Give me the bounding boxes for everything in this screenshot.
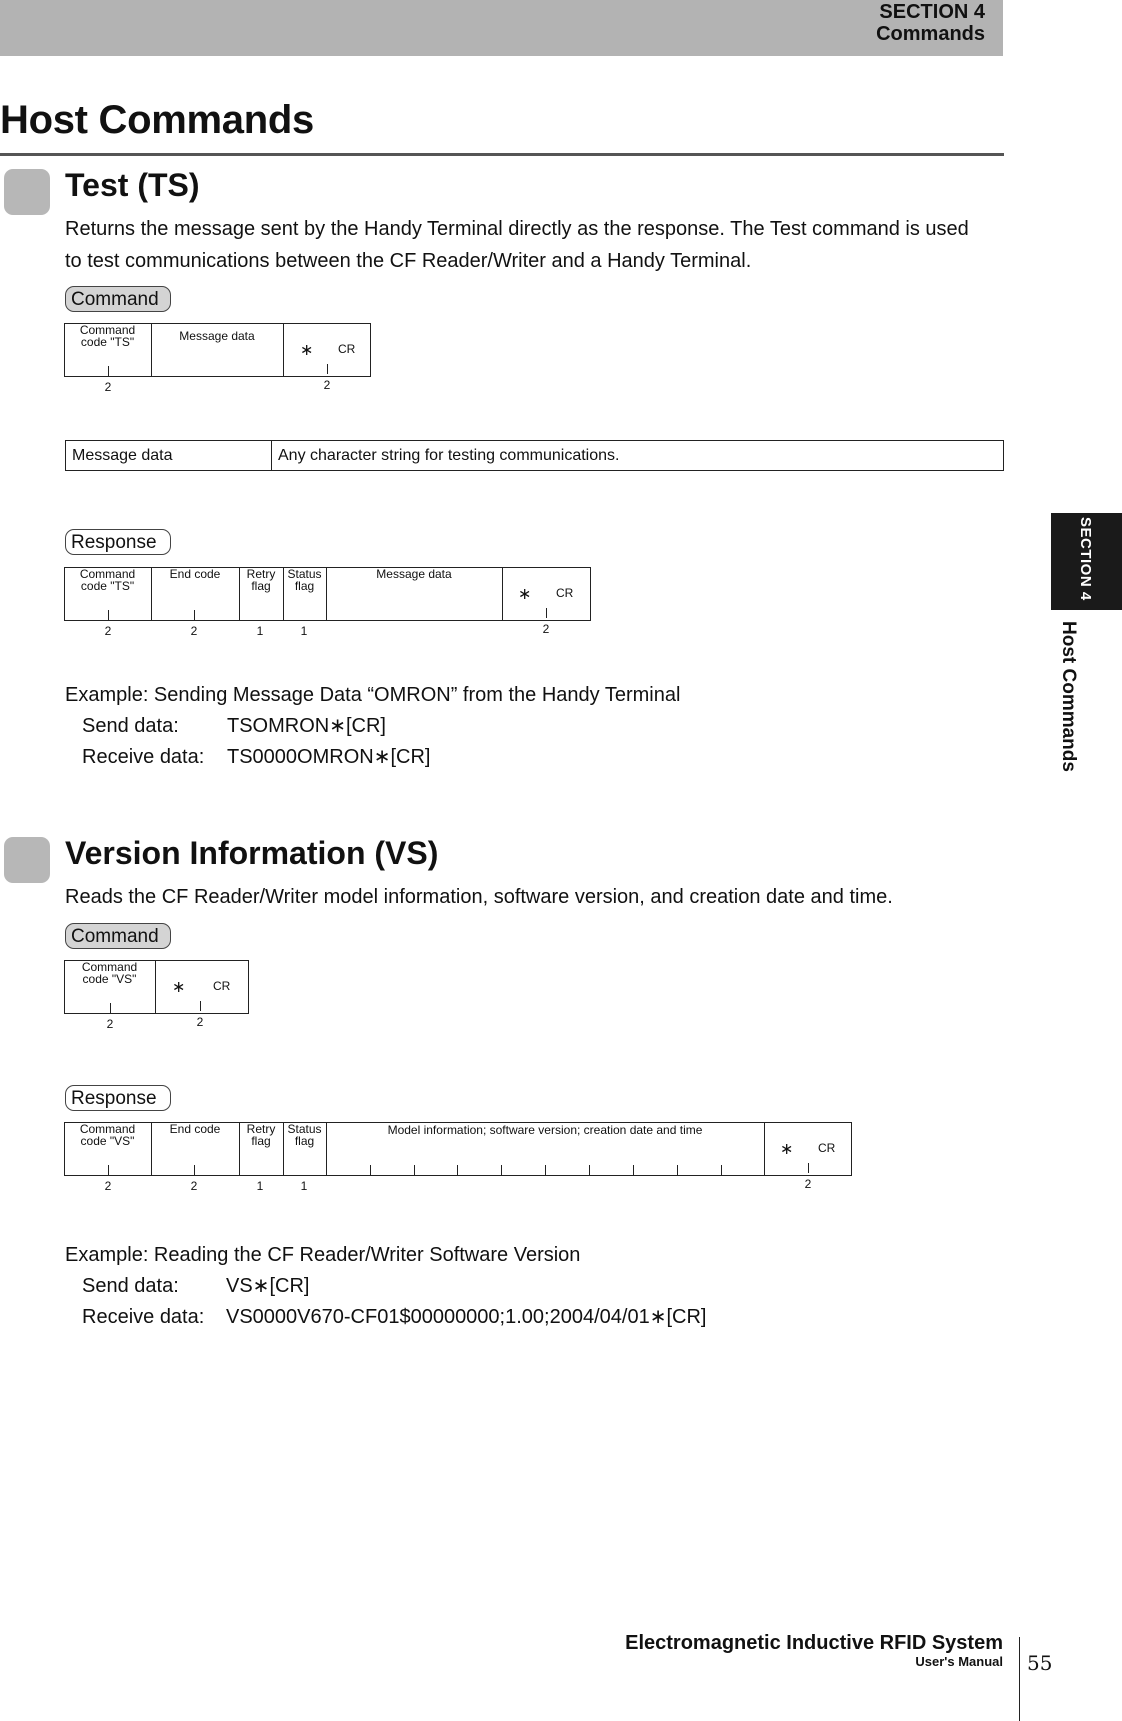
field-label: End code: [169, 1122, 221, 1136]
vs-title: Version Information (VS): [65, 835, 439, 871]
side-tab-section: [1051, 513, 1122, 610]
field-label: Command: [81, 960, 138, 974]
field-label: code "TS": [80, 335, 135, 349]
byte-tick: [589, 1165, 590, 1175]
ts-description-line1: Returns the message sent by the Handy Terminal directly as the response. The Test command is used: [65, 218, 969, 240]
frame-divider: [764, 1122, 765, 1176]
terminator-star: ∗: [518, 586, 532, 603]
ts-title: Test (TS): [65, 167, 200, 203]
field-label: Message data: [376, 567, 452, 581]
section-marker-ts: [4, 169, 50, 215]
table-value: Any character string for testing communications.: [278, 447, 620, 464]
field-length: 2: [104, 624, 112, 638]
length-tick: [108, 610, 109, 620]
table-divider: [271, 441, 272, 470]
field-length: 2: [190, 1179, 198, 1193]
frame-divider: [502, 567, 503, 621]
terminator-star: ∗: [172, 979, 186, 996]
footer-divider: [1019, 1637, 1020, 1721]
field-length: 2: [104, 380, 112, 394]
frame-divider: [283, 323, 284, 377]
field-label: Retry: [246, 567, 276, 581]
ts-example-heading: Example: Sending Message Data “OMRON” from the Handy Terminal: [65, 684, 681, 706]
length-tick: [108, 1165, 109, 1175]
ts-receive-value: TS0000OMRON∗[CR]: [227, 746, 431, 768]
ts-command-label: Command: [65, 286, 171, 312]
vs-send-label: Send data:: [82, 1275, 179, 1297]
terminator-star: ∗: [780, 1141, 794, 1158]
terminator-cr: CR: [556, 586, 574, 600]
terminator-cr: CR: [818, 1141, 836, 1155]
field-length: 1: [300, 1179, 308, 1193]
table-key: Message data: [72, 447, 173, 464]
side-tab-section-text: SECTION 4: [1077, 517, 1094, 601]
byte-tick: [721, 1165, 722, 1175]
field-length: 2: [190, 624, 198, 638]
byte-tick: [457, 1165, 458, 1175]
field-label: Command: [79, 567, 136, 581]
length-tick: [194, 610, 195, 620]
vs-command-label: Command: [65, 923, 171, 949]
frame-divider: [155, 960, 156, 1014]
field-label: End code: [169, 567, 221, 581]
field-length: 2: [323, 378, 331, 392]
vs-example-heading: Example: Reading the CF Reader/Writer Software Version: [65, 1244, 581, 1266]
terminator-star: ∗: [300, 342, 314, 359]
field-length: 2: [104, 1179, 112, 1193]
ts-receive-label: Receive data:: [82, 746, 205, 768]
page-number: 55: [1027, 1651, 1053, 1675]
length-tick: [546, 608, 547, 618]
length-tick: [200, 1001, 201, 1011]
field-label: Model information; software version; creation date and time: [387, 1123, 703, 1137]
ts-send-value: TSOMRON∗[CR]: [227, 715, 386, 737]
terminator-cr: CR: [338, 342, 356, 356]
section-marker-vs: [4, 837, 50, 883]
ts-response-label: Response: [65, 529, 171, 555]
byte-tick: [677, 1165, 678, 1175]
byte-tick: [370, 1165, 371, 1175]
field-label: Message data: [179, 329, 255, 343]
field-label: code "VS": [80, 1134, 135, 1148]
terminator-cr: CR: [213, 979, 231, 993]
footer-subtitle: User's Manual: [915, 1654, 1003, 1669]
field-length: 1: [256, 1179, 264, 1193]
field-length: 1: [300, 624, 308, 638]
field-length: 2: [196, 1015, 204, 1029]
field-label: Status: [287, 1122, 322, 1136]
field-length: 2: [804, 1177, 812, 1191]
field-label: Command: [79, 1122, 136, 1136]
length-tick: [110, 1003, 111, 1013]
field-label: code "TS": [80, 579, 135, 593]
vs-send-value: VS∗[CR]: [226, 1275, 310, 1297]
header-section: SECTION 4: [879, 1, 985, 23]
vs-receive-label: Receive data:: [82, 1306, 205, 1328]
length-tick: [194, 1165, 195, 1175]
vs-receive-value: VS0000V670-CF01$00000000;1.00;2004/04/01∗[CR]: [226, 1306, 707, 1328]
byte-tick: [545, 1165, 546, 1175]
vs-response-label: Response: [65, 1085, 171, 1111]
field-label: flag: [251, 579, 271, 593]
ts-description-line2: to test communications between the CF Reader/Writer and a Handy Terminal.: [65, 250, 752, 272]
field-label: Status: [287, 567, 322, 581]
ts-send-label: Send data:: [82, 715, 179, 737]
length-tick: [108, 366, 109, 376]
field-label: Command: [79, 323, 136, 337]
page-title: Host Commands: [0, 98, 314, 142]
header-chapter: Commands: [876, 23, 985, 45]
length-tick: [327, 364, 328, 374]
field-label: Retry: [246, 1122, 276, 1136]
field-label: code "VS": [82, 972, 137, 986]
field-label: flag: [251, 1134, 271, 1148]
field-label: flag: [294, 1134, 315, 1148]
vs-description: Reads the CF Reader/Writer model information, software version, and creation date and time.: [65, 886, 893, 908]
byte-tick: [501, 1165, 502, 1175]
byte-tick: [633, 1165, 634, 1175]
side-tab-chapter: Host Commands: [1058, 621, 1079, 772]
footer-title: Electromagnetic Inductive RFID System: [625, 1632, 1003, 1654]
field-length: 2: [542, 622, 550, 636]
field-label: flag: [294, 579, 315, 593]
header-band: [0, 0, 1003, 56]
field-length: 2: [106, 1017, 114, 1031]
length-tick: [808, 1163, 809, 1173]
title-rule: [0, 153, 1004, 156]
field-length: 1: [256, 624, 264, 638]
ts-param-table: [65, 440, 1004, 471]
byte-tick: [414, 1165, 415, 1175]
